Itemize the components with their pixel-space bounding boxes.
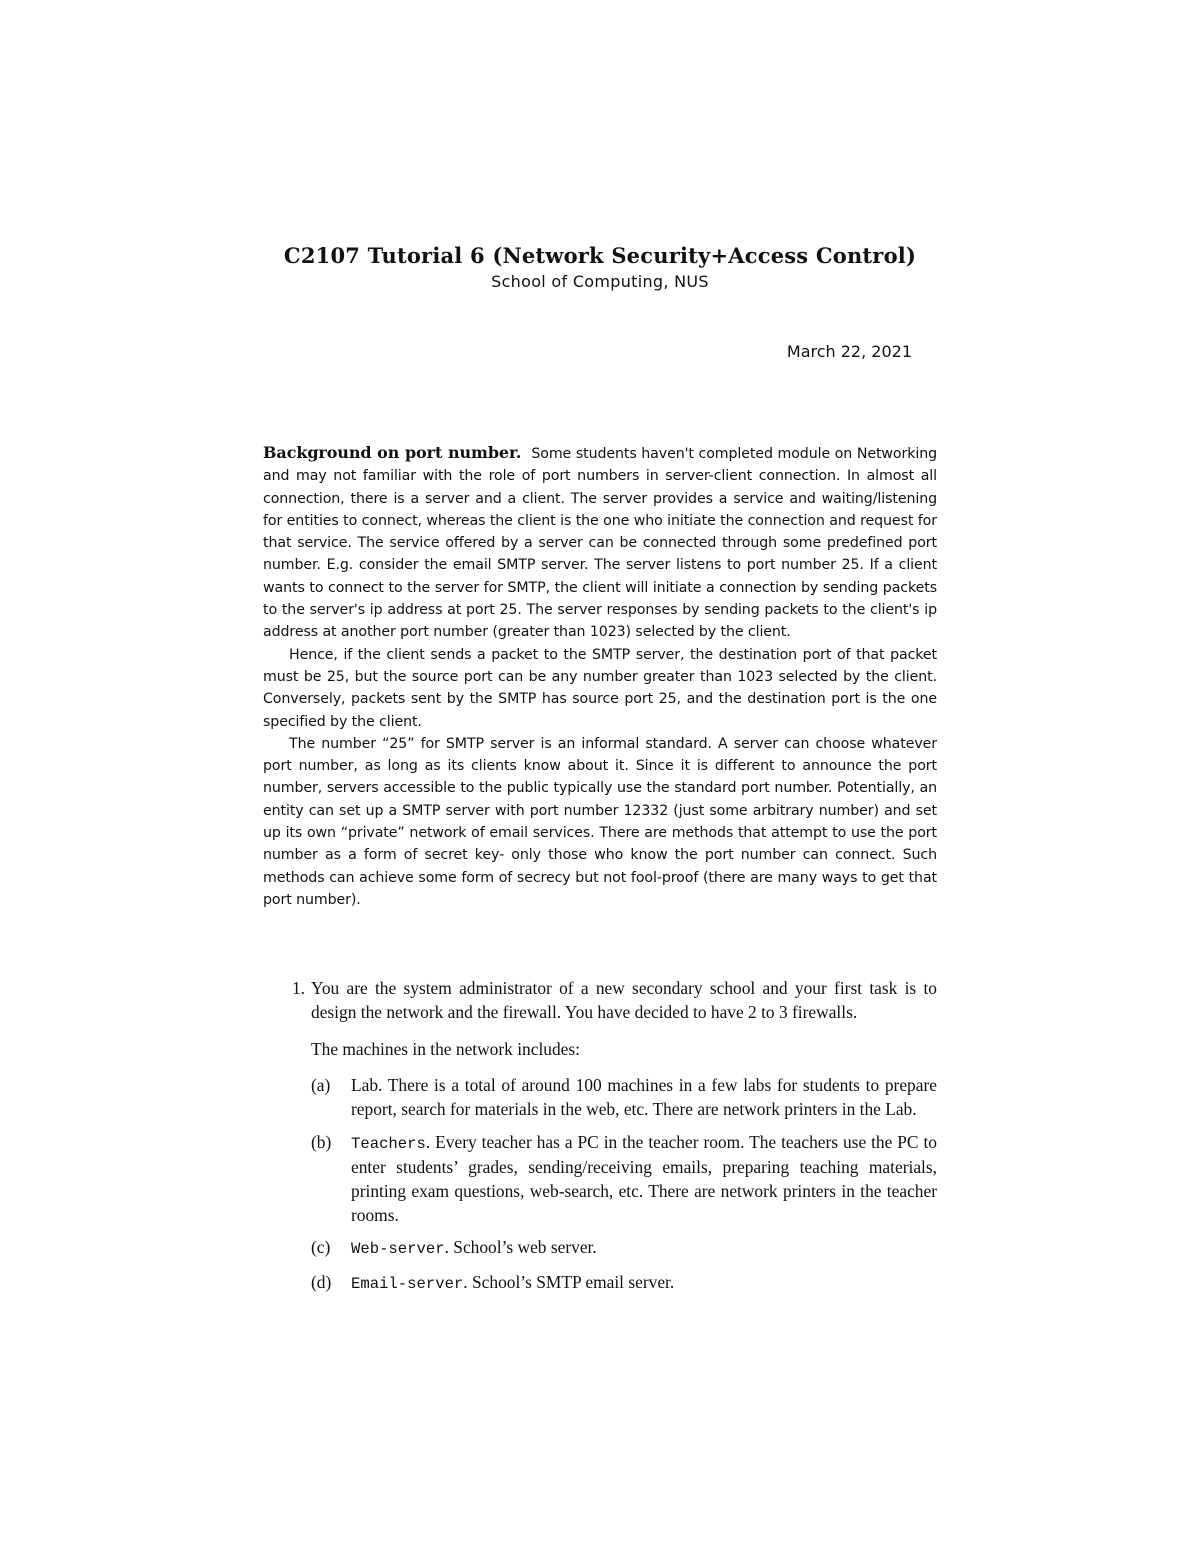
- list-item-description: . School’s web server.: [444, 1237, 597, 1258]
- list-item-description: . Every teacher has a PC in the teacher room. The teachers use the PC to enter students’ grades, sending/receiving emails, preparing teaching materials, printing exam questions, web-search, etc. There are network printers in the teacher rooms.: [351, 1131, 937, 1225]
- document-subtitle: School of Computing, NUS: [491, 272, 709, 291]
- question-body: [311, 977, 937, 1306]
- background-section: [263, 442, 937, 911]
- list-item-web-server: [311, 1236, 937, 1262]
- list-item-name: Web-server: [351, 1240, 445, 1259]
- document-date: March 22, 2021: [786, 342, 912, 361]
- list-item-label: (d): [311, 1272, 332, 1293]
- question-1-row: [263, 977, 937, 1306]
- background-paragraph-1: [263, 442, 937, 644]
- list-item-name: Email-server: [351, 1275, 464, 1294]
- machines-intro: The machines in the network includes:: [311, 1039, 580, 1060]
- list-item-label: (a): [311, 1075, 331, 1096]
- list-item-text: [351, 1131, 937, 1228]
- list-item-label: (c): [311, 1237, 331, 1258]
- question-1: [263, 977, 937, 1306]
- list-item-text: [351, 1236, 937, 1262]
- list-item-email-server: [311, 1271, 937, 1297]
- question-number: 1.: [291, 978, 305, 998]
- machine-list: [311, 1074, 937, 1297]
- document-title: C2107 Tutorial 6 (Network Security+Access Control): [283, 243, 917, 268]
- list-item-lab: [311, 1074, 937, 1121]
- background-paragraph-1-text: Some students haven't completed module on Networking and may not familiar with the role of port numbers in server-client connection. In almost all connection, there is a server and a client. The server provides a service and waiting/listening for entities to connect, whereas the client is the one who initiate the connection and request for that service. The service offered by a server can be connected through some predefined port number. E.g. consider the email SMTP server. The server listens to port number 25. If a client wants to connect to the server for SMTP, the client will initiate a connection by sending packets to the server's ip address at port 25. The server responses by sending packets to the client's ip address at another port number (greater than 1023) selected by the client.: [263, 446, 937, 641]
- list-item-text: [351, 1271, 937, 1297]
- background-paragraph-2: Hence, if the client sends a packet to the SMTP server, the destination port of that packet must be 25, but the source port can be any number greater than 1023 selected by the client. Conversely, packets sent by the SMTP has source port 25, and the destination port is the one specified by the client.: [263, 646, 937, 730]
- list-item-label: (b): [311, 1131, 332, 1152]
- question-text: You are the system administrator of a new secondary school and your first task is to design the network and the firewall. You have decided to have 2 to 3 firewalls.: [311, 978, 937, 1022]
- list-item-name: Lab: [351, 1075, 379, 1096]
- background-paragraph-3: The number “25” for SMTP server is an informal standard. A server can choose whatever port number, as long as its clients know about it. Since it is different to announce the port number, servers accessible to the public typically use the standard port number. Potentially, an entity can set up a SMTP server with port number 12332 (just some arbitrary number) and set up its own “private” network of email services. There are methods that attempt to use the port number as a form of secret key- only those who know the port number can connect. Such methods can achieve some form of secrecy but not fool-proof (there are many ways to get that port number).: [263, 735, 937, 908]
- list-item-description: . School’s SMTP email server.: [463, 1272, 675, 1293]
- list-item-teachers: [311, 1131, 937, 1228]
- background-heading: Background on port number.: [263, 443, 522, 462]
- list-item-description: . There is a total of around 100 machines in a few labs for students to prepare report, search for materials in the web, etc. There are network printers in the Lab.: [351, 1075, 937, 1119]
- list-item-text: [351, 1074, 937, 1121]
- list-item-name: Teachers: [351, 1134, 426, 1153]
